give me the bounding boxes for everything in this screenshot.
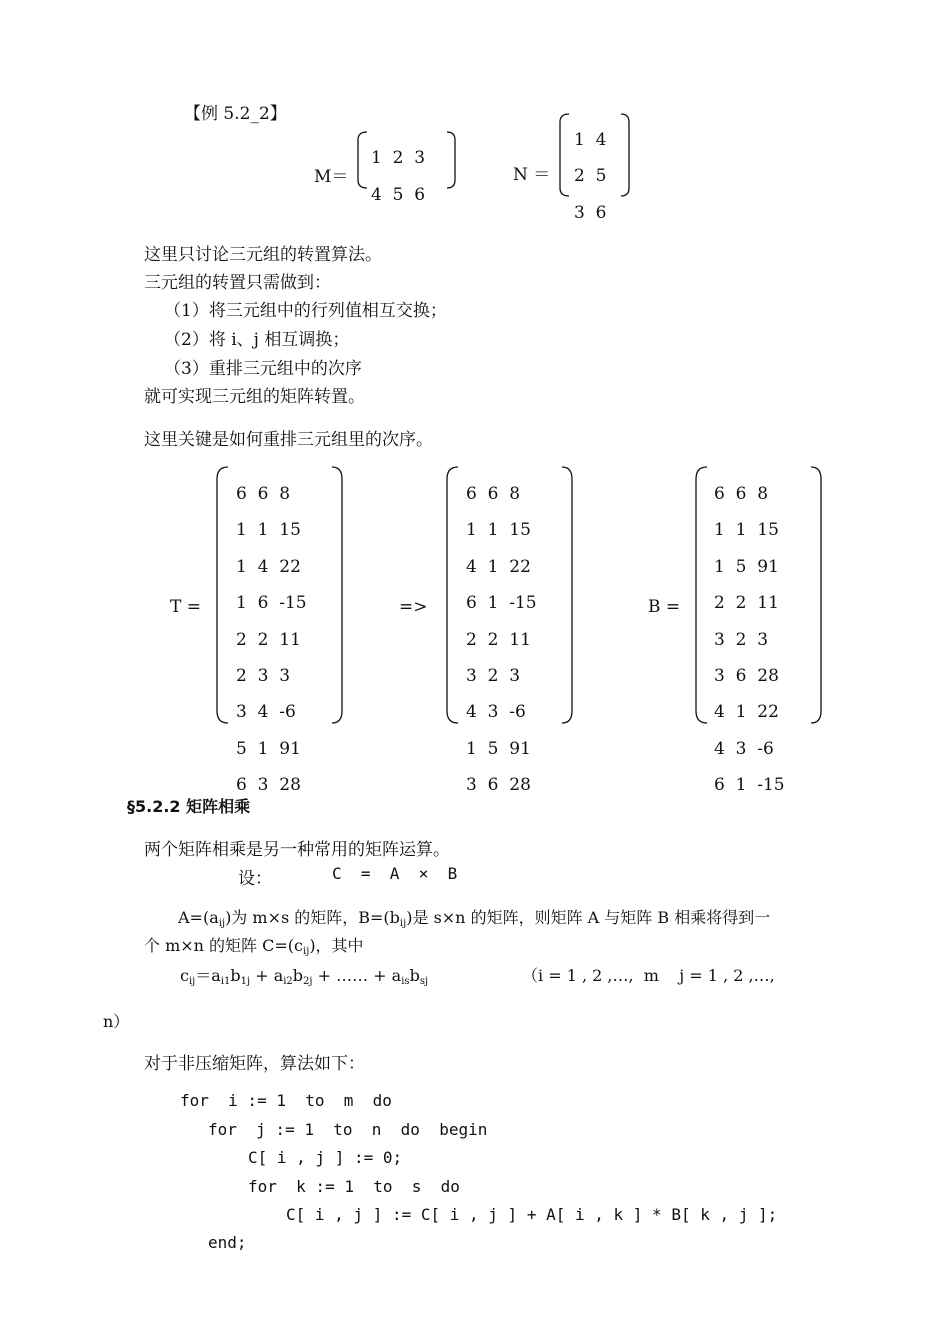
def-line2-pre: 个 m×n 的矩阵 C=(c	[144, 936, 303, 955]
intro-line-1: 这里只讨论三元组的转置算法。	[144, 245, 382, 265]
matrix-m-label: M＝	[314, 167, 349, 187]
mid-row: 4 1 22	[466, 556, 531, 577]
code-line-1: for i := 1 to m do	[180, 1091, 392, 1110]
section-p1: 两个矩阵相乘是另一种常用的矩阵运算。	[144, 840, 450, 860]
t-row: 1 6 -15	[236, 593, 307, 614]
t-row: 6 3 28	[236, 775, 301, 796]
mid-row: 1 1 15	[466, 520, 531, 541]
def-a: A=(a	[178, 908, 219, 927]
t-row: 2 2 11	[236, 629, 301, 650]
matrix-n-row-2: 2 5	[574, 166, 607, 186]
matrix-m-row-2: 4 5 6	[371, 185, 426, 205]
b-row: 3 6 28	[714, 666, 779, 686]
def-a-sub: ij	[218, 918, 226, 929]
code-line-3: C[ i , j ] := 0;	[248, 1148, 403, 1167]
t-row: 5 1 91	[236, 738, 301, 759]
mid-row: 2 2 11	[466, 629, 531, 650]
b-row: 4 3 -6	[714, 738, 774, 759]
b-row: 2 2 11	[714, 593, 779, 614]
range-close: n）	[103, 1012, 130, 1031]
def-b-pre: )为 m×s 的矩阵，B=(b	[225, 908, 400, 927]
definition-line-1	[178, 905, 770, 929]
t-label: T =	[170, 597, 201, 617]
intro-step-2: （2）将 i、j 相互调换；	[164, 330, 350, 350]
intro-step-3: （3）重排三元组中的次序	[164, 359, 362, 379]
intro-line-4: 这里关键是如何重排三元组里的次序。	[144, 430, 433, 450]
formula: C = A × B	[332, 864, 458, 883]
code-line-6: end;	[208, 1233, 247, 1252]
matrix-n-row-3: 3 6	[574, 203, 607, 223]
example-title: 【例 5.2_2】	[184, 104, 287, 124]
intro-line-3: 就可实现三元组的矩阵转置。	[144, 387, 365, 407]
t-row: 3 4 -6	[236, 702, 296, 723]
t-row: 1 1 15	[236, 520, 301, 541]
b-label: B =	[648, 597, 681, 617]
b-row: 6 1 -15	[714, 775, 785, 796]
arrow-label: =>	[399, 597, 428, 617]
def-b-post: )是 s×n 的矩阵，则矩阵 A 与矩阵 B 相乘将得到一	[406, 908, 771, 927]
b-row: 1 5 91	[714, 556, 779, 577]
code-line-5: C[ i , j ] := C[ i , j ] + A[ i , k ] * B[ k , j ];	[286, 1205, 778, 1224]
mid-row: 6 1 -15	[466, 593, 537, 614]
b-row: 4 1 22	[714, 702, 779, 723]
matrix-n-label: N ＝	[513, 165, 551, 185]
section-heading: §5.2.2 矩阵相乘	[127, 797, 251, 816]
matrix-n-row-1: 1 4	[574, 130, 607, 150]
mid-row: 1 5 91	[466, 738, 531, 759]
b-row: 3 2 3	[714, 629, 769, 650]
def-line2-sub: ij	[303, 946, 310, 957]
mid-row: 3 6 28	[466, 775, 531, 796]
def-b-sub: ij	[399, 918, 407, 929]
b-row: 6 6 8	[714, 484, 769, 504]
intro-line-2: 三元组的转置只需做到：	[144, 273, 331, 293]
t-row: 2 3 3	[236, 666, 291, 686]
def-line2-post: )，其中	[309, 936, 364, 955]
range-text: （i = 1 , 2 ,…, m j = 1 , 2 ,…,	[522, 966, 775, 985]
sum-formula: $c_{ij}=a_{i1}b_{1j} + a_{i2}b_{2j}$ + …… + $a_{is}b_{sj}$	[180, 966, 429, 987]
mid-row: 4 3 -6	[466, 702, 526, 723]
mid-row: 6 6 8	[466, 484, 521, 504]
algo-intro: 对于非压缩矩阵，算法如下：	[144, 1054, 365, 1074]
definition-line-2	[144, 933, 364, 957]
set-label: 设：	[238, 869, 272, 889]
code-line-4: for k := 1 to s do	[248, 1177, 460, 1196]
b-row: 1 1 15	[714, 520, 779, 541]
mid-row: 3 2 3	[466, 666, 521, 686]
code-line-2: for j := 1 to n do begin	[208, 1120, 488, 1139]
t-row: 1 4 22	[236, 556, 301, 577]
intro-step-1: （1）将三元组中的行列值相互交换；	[164, 301, 447, 321]
t-row: 6 6 8	[236, 484, 291, 504]
matrix-m-row-1: 1 2 3	[371, 148, 426, 168]
